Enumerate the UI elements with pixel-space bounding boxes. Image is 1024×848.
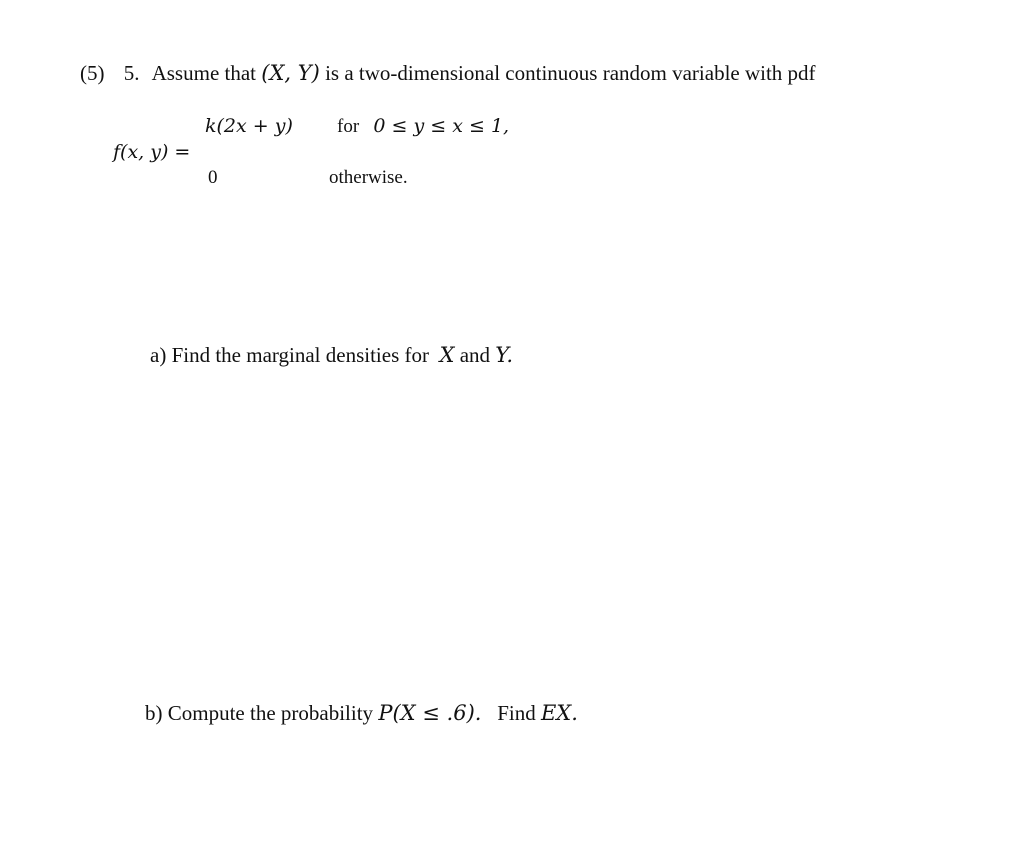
part-b-text: Compute the probability xyxy=(167,701,374,725)
pdf-case1-condition-line xyxy=(337,113,509,140)
part-a-text: Find the marginal densities for xyxy=(171,343,429,367)
part-b-label: b) xyxy=(145,701,163,725)
intro-prefix: Assume that xyxy=(151,61,256,85)
pdf-case2-condition: otherwise. xyxy=(329,167,408,188)
random-variable-pair: (X, Y) xyxy=(261,61,320,85)
pdf-case1-condition: 0 ≤ y ≤ x ≤ 1, xyxy=(373,115,510,137)
part-a-and: and xyxy=(459,343,491,367)
problem-points: (5) xyxy=(80,61,105,85)
part-a xyxy=(150,342,513,368)
part-b-expectation: EX. xyxy=(540,701,578,725)
part-a-var-x: X xyxy=(439,343,455,367)
pdf-lhs: f(x, y) = xyxy=(113,141,191,163)
part-a-var-y: Y. xyxy=(495,343,514,367)
problem-index: 5. xyxy=(123,61,140,85)
part-a-label: a) xyxy=(150,343,167,367)
part-b-probability: P(X ≤ .6). xyxy=(378,701,482,725)
intro-suffix: is a two-dimensional continuous random variable with pdf xyxy=(325,61,816,85)
part-b-find: Find xyxy=(497,701,536,725)
pdf-case1-for: for xyxy=(337,116,360,137)
part-b xyxy=(145,700,578,726)
pdf-case2-expression: 0 xyxy=(208,167,218,188)
pdf-case1-expression: k(2x + y) xyxy=(205,115,293,137)
problem-statement xyxy=(80,60,816,86)
